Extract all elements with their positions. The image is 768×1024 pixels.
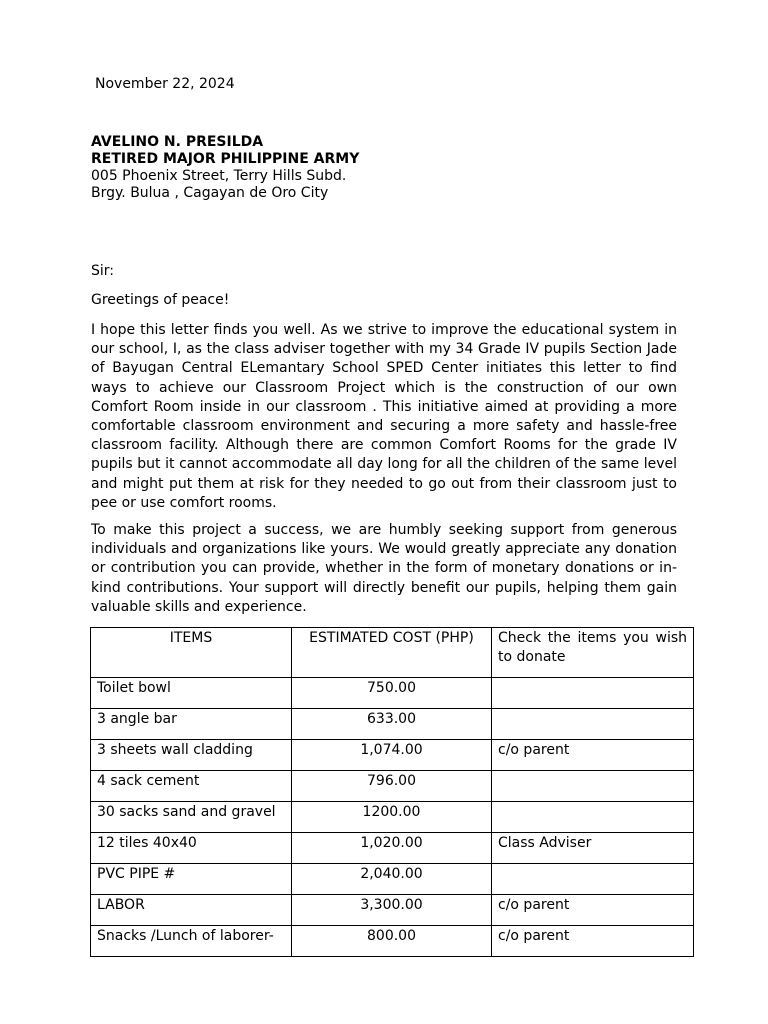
item-name: LABOR	[91, 895, 292, 926]
greeting: Greetings of peace!	[91, 292, 230, 308]
item-name: Snacks /Lunch of laborer-	[91, 926, 292, 957]
item-cost: 3,300.00	[292, 895, 492, 926]
table-row	[91, 926, 694, 957]
item-donor	[492, 864, 694, 895]
item-cost: 1,074.00	[292, 740, 492, 771]
donation-items-table	[90, 627, 694, 957]
item-donor	[492, 678, 694, 709]
recipient-name: AVELINO N. PRESILDA	[91, 134, 264, 150]
table-row	[91, 709, 694, 740]
item-cost: 633.00	[292, 709, 492, 740]
item-cost: 1,020.00	[292, 833, 492, 864]
item-name: 3 sheets wall cladding	[91, 740, 292, 771]
body-paragraph-1: I hope this letter finds you well. As we strive to improve the educational system in our school, I, as the class adviser together with my 34 Grade IV pupils Section Jade of Bayugan Central ELemantary School SPED Center initiates this letter to find ways to achieve our Classroom Project which is the construction of our own Comfort Room inside in our classroom . This initiative aimed at providing a more comfortable classroom environment and securing a more safety and hassle-free classroom facility. Although there are common Comfort Rooms for the grade IV pupils but it cannot accommodate all day long for all the children of the same level and might put them at risk for they needed to go out from their classroom just to pee or use comfort rooms.	[91, 322, 677, 511]
recipient-address-line2: Brgy. Bulua , Cagayan de Oro City	[91, 185, 329, 201]
item-donor: c/o parent	[492, 895, 694, 926]
body-paragraph-2: To make this project a success, we are humbly seeking support from generous individuals and organizations like yours. We would greatly appreciate any donation or contribution you can provide, whether in the form of monetary donations or in-kind contributions. Your support will directly benefit our pupils, helping them gain valuable skills and experience.	[91, 522, 677, 615]
table-row	[91, 740, 694, 771]
item-donor	[492, 771, 694, 802]
letter-date: November 22, 2024	[95, 76, 235, 92]
table-row	[91, 771, 694, 802]
item-name: PVC PIPE #	[91, 864, 292, 895]
item-cost: 800.00	[292, 926, 492, 957]
item-donor	[492, 802, 694, 833]
header-check-items: Check the items you wish to donate	[492, 628, 694, 678]
item-name: 4 sack cement	[91, 771, 292, 802]
item-donor: c/o parent	[492, 926, 694, 957]
table-row	[91, 895, 694, 926]
item-cost: 750.00	[292, 678, 492, 709]
item-donor: Class Adviser	[492, 833, 694, 864]
item-name: Toilet bowl	[91, 678, 292, 709]
recipient-title: RETIRED MAJOR PHILIPPINE ARMY	[91, 151, 360, 167]
item-name: 30 sacks sand and gravel	[91, 802, 292, 833]
item-name: 3 angle bar	[91, 709, 292, 740]
salutation: Sir:	[91, 263, 115, 279]
table-row	[91, 864, 694, 895]
item-donor: c/o parent	[492, 740, 694, 771]
item-donor	[492, 709, 694, 740]
item-cost: 2,040.00	[292, 864, 492, 895]
item-name: 12 tiles 40x40	[91, 833, 292, 864]
recipient-address-line1: 005 Phoenix Street, Terry Hills Subd.	[91, 168, 347, 184]
header-items: ITEMS	[91, 628, 292, 678]
header-estimated-cost: ESTIMATED COST (PHP)	[292, 628, 492, 678]
table-row	[91, 833, 694, 864]
item-cost: 1200.00	[292, 802, 492, 833]
table-row	[91, 678, 694, 709]
table-header-row	[91, 628, 694, 678]
table-row	[91, 802, 694, 833]
item-cost: 796.00	[292, 771, 492, 802]
recipient-block	[91, 134, 359, 202]
